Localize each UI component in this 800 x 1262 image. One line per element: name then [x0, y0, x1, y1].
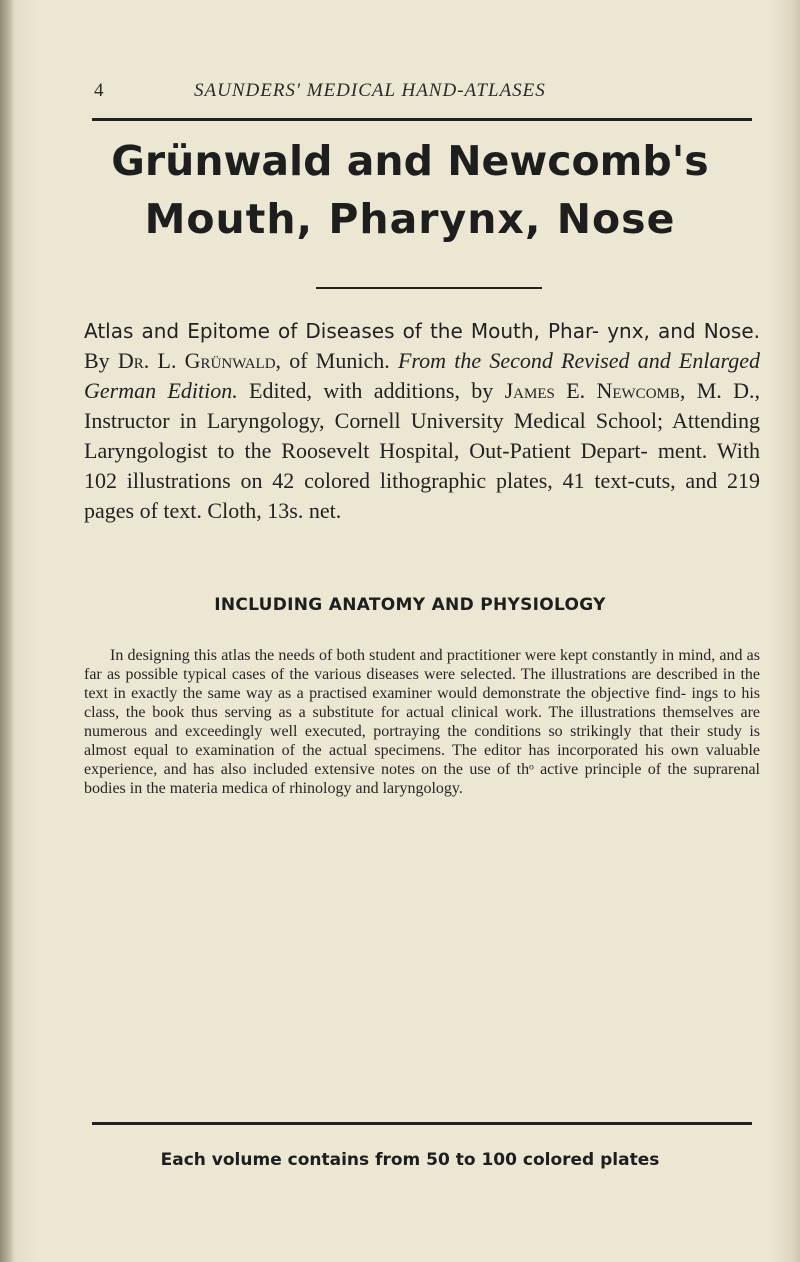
section-subheading: INCLUDING ANATOMY AND PHYSIOLOGY	[214, 595, 606, 615]
footer-note: Each volume contains from 50 to 100 colored plates	[160, 1150, 660, 1170]
editor-name: James E. Newcomb	[504, 378, 680, 403]
header-rule	[92, 118, 752, 121]
running-title: SAUNDERS' MEDICAL HAND-ATLASES	[194, 80, 546, 101]
description-of-munich: , of Munich.	[275, 348, 398, 373]
description-edited-with: Edited, with additions, by	[237, 378, 505, 403]
book-title	[60, 132, 760, 248]
edition-note: From the Second Revised and Enlarged German Edition.	[84, 348, 760, 403]
title-rule	[316, 287, 542, 289]
description-rest: , M. D., Instructor in Laryngology, Cornell University Medical School; Attending Laryngologist to the Roosevelt Hospital, Out-Patient Depart- ment. With 102 illustrations on 42 colored lithographic plates, 41 text-cuts, and 219 pages of text. Cloth, 13s. net.	[84, 378, 761, 523]
footer-rule	[92, 1122, 752, 1125]
book-description	[84, 316, 760, 526]
page-number: 4	[94, 80, 105, 101]
running-header	[94, 80, 754, 108]
page-gutter-shadow	[0, 0, 14, 1262]
title-line-1: Grünwald and Newcomb's	[111, 137, 709, 185]
description-by: By	[84, 348, 118, 373]
author-name: Dr. L. Grünwald	[117, 348, 276, 373]
description-lead: Atlas and Epitome of Diseases of the Mouth, Phar- ynx, and Nose.	[84, 319, 760, 343]
body-paragraph: In designing this atlas the needs of both student and practitioner were kept constantly in mind, and as far as possible typical cases of the various diseases were selected. The illustrations are described in the text in exactly the same way as a practised examiner would demonstrate the objective find- ings to his class, the book thus serving as a substitute for actual clinical work. The illustrations themselves are numerous and exceedingly well executed, portraying the conditions so strikingly that their study is almost equal to examination of the actual specimens. The editor has incorporated his own valuable experience, and has also included extensive notes on the use of thᵒ active principle of the suprarenal bodies in the materia medica of rhinology and laryngology.	[84, 647, 760, 797]
title-line-2: Mouth, Pharynx, Nose	[144, 195, 676, 243]
